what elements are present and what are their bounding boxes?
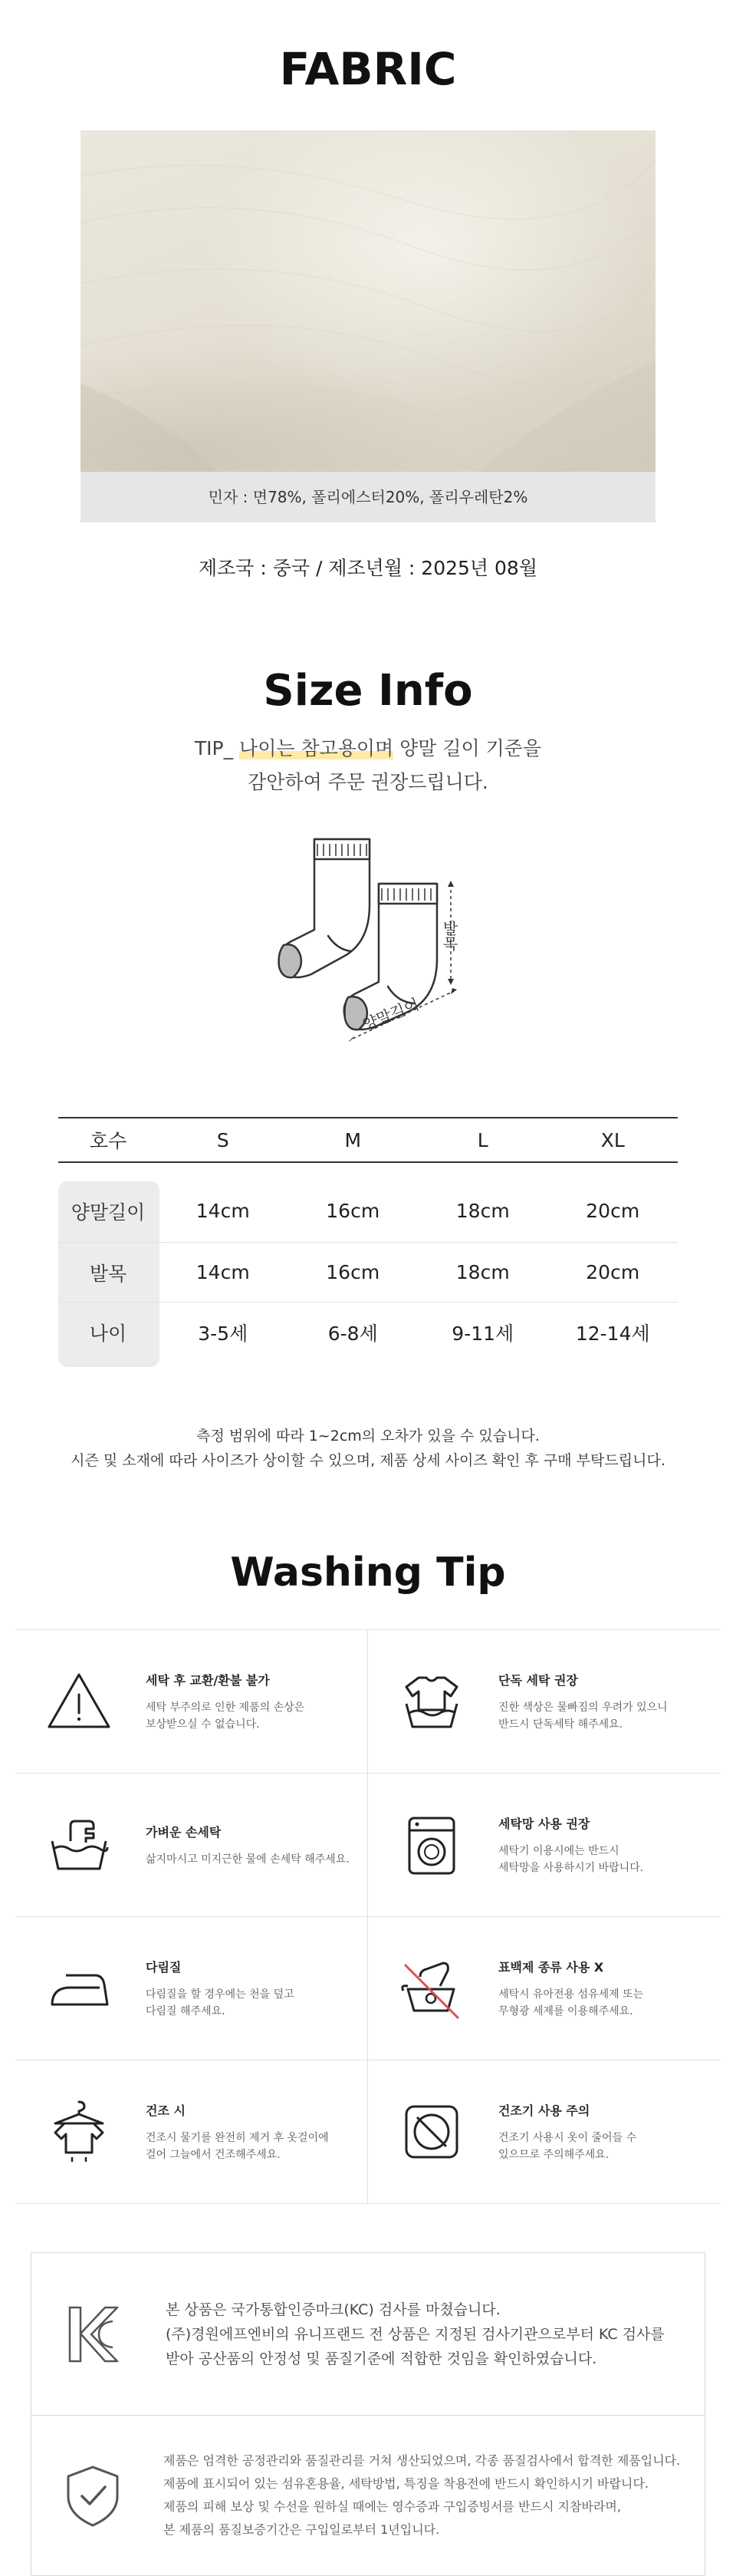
header-m: M — [344, 1128, 362, 1151]
laundry-net-icon — [397, 1810, 466, 1879]
table-cell: 14cm — [196, 1200, 250, 1222]
table-cell: 16cm — [326, 1261, 380, 1283]
fabric-title: FABRIC — [279, 43, 457, 95]
table-cell: 18cm — [455, 1261, 510, 1283]
kc-certification — [31, 2253, 705, 2416]
wash-item-desc: 세탁기 이용시에는 반드시 세탁망을 사용하시기 바랍니다. — [498, 1844, 644, 1874]
wash-item-desc: 세탁 부주의로 인한 제품의 손상은 보상받으실 수 없습니다. — [146, 1701, 305, 1731]
hand-wash-icon — [44, 1810, 113, 1879]
wash-item-desc: 건조기 사용시 옷이 줄어들 수 있으므로 주의해주세요. — [498, 2131, 637, 2161]
guarantee-text-line3: 제품의 피해 보상 및 수선을 원하실 때에는 영수증과 구입증빙서를 반드시 지참바라며, — [163, 2499, 621, 2514]
wash-item-laundry-net — [368, 1774, 721, 1917]
wash-item-title: 건조기 사용 주의 — [498, 2103, 590, 2118]
wash-item-desc: 건조시 물기를 완전히 제거 후 옷걸이에 걸어 그늘에서 건조해주세요. — [146, 2131, 329, 2161]
size-table-header — [58, 1117, 678, 1163]
table-cell: 20cm — [586, 1261, 640, 1283]
wash-item-desc: 다림질을 할 경우에는 천을 덮고 다림질 해주세요. — [146, 1988, 294, 2018]
row-label: 발목 — [89, 1262, 127, 1285]
kc-mark-icon — [62, 2300, 123, 2369]
wash-item-hand-wash — [15, 1774, 368, 1917]
wash-item-title: 단독 세탁 권장 — [498, 1672, 578, 1688]
wash-item-title: 표백제 종류 사용 X — [498, 1959, 604, 1975]
warning-icon — [44, 1667, 113, 1736]
header-size-no: 호수 — [89, 1130, 127, 1152]
table-cell: 14cm — [196, 1261, 250, 1283]
fabric-section — [80, 130, 656, 522]
table-cell: 12-14세 — [575, 1323, 650, 1345]
tip-prefix: TIP_ — [194, 737, 240, 759]
washing-grid — [15, 1629, 721, 2204]
iron-icon — [44, 1954, 113, 2023]
wash-item-ironing — [15, 1917, 368, 2060]
table-cell: 3-5세 — [198, 1323, 248, 1345]
header-xl: XL — [600, 1128, 625, 1151]
fabric-swatch-image — [80, 130, 656, 472]
row-label: 나이 — [89, 1323, 127, 1345]
size-tip-line1 — [0, 732, 736, 766]
table-row-age — [58, 1303, 678, 1362]
quality-guarantee — [31, 2416, 705, 2575]
wash-item-dryer-caution — [368, 2060, 721, 2204]
kc-text-line3: 받아 공산품의 안정성 및 품질기준에 적합한 것임을 확인하였습니다. — [166, 2350, 597, 2367]
header-s: S — [216, 1128, 229, 1151]
table-cell: 20cm — [586, 1200, 640, 1222]
wash-item-desc: 세탁시 유아전용 섬유세제 또는 무형광 세제를 이용해주세요. — [498, 1988, 644, 2018]
measurement-note-line2: 시즌 및 소재에 따라 사이즈가 상이할 수 있으며, 제품 상세 사이즈 확인 후 구매 부탁드립니다. — [71, 1452, 665, 1469]
guarantee-text-line4: 본 제품의 품질보증기간은 구입일로부터 1년입니다. — [163, 2522, 440, 2537]
guarantee-text-line2: 제품에 표시되어 있는 섬유혼용율, 세탁방법, 특징을 착용전에 반드시 확인하시기 바랍니다. — [163, 2476, 649, 2491]
no-tumble-dry-icon — [397, 2097, 466, 2166]
wash-item-drying — [15, 2060, 368, 2204]
fabric-composition: 민자 : 면78%, 폴리에스터20%, 폴리우레탄2% — [80, 472, 656, 522]
kc-text-line2: (주)경원에프엔비의 유니프랜드 전 상품은 지정된 검사기관으로부터 KC 검사를 — [166, 2325, 665, 2343]
wash-item-title: 세탁망 사용 권장 — [498, 1816, 590, 1831]
origin-info: 제조국 : 중국 / 제조년월 : 2025년 08월 — [199, 557, 537, 579]
single-wash-icon — [397, 1667, 466, 1736]
sock-length-label: 양말길이 — [360, 994, 422, 1034]
wash-item-title: 건조 시 — [146, 2103, 186, 2118]
table-row-ankle — [58, 1243, 678, 1303]
wash-item-desc: 진한 색상은 물빠짐의 우려가 있으니 반드시 단독세탁 해주세요. — [498, 1701, 668, 1731]
wash-item-no-bleach — [368, 1917, 721, 2060]
size-table — [58, 1117, 678, 1362]
sock-diagram — [0, 828, 736, 1059]
size-info-title: Size Info — [263, 666, 473, 716]
table-cell: 6-8세 — [327, 1323, 378, 1345]
tip-rest: 양말 길이 기준을 — [393, 737, 542, 759]
guarantee-text-line1: 제품은 엄격한 공정관리와 품질관리를 거쳐 생산되었으며, 각종 품질검사에서 합격한 제품입니다. — [163, 2453, 681, 2468]
table-cell: 9-11세 — [452, 1323, 514, 1345]
header-l: L — [477, 1128, 488, 1151]
table-row-length — [58, 1180, 678, 1243]
size-tip — [0, 732, 736, 799]
tip-highlight: 나이는 참고용이며 — [239, 737, 394, 759]
kc-text-line1: 본 상품은 국가통합인증마크(KC) 검사를 마쳤습니다. — [166, 2301, 501, 2318]
size-tip-line2: 감안하여 주문 권장드립니다. — [248, 771, 488, 793]
wash-item-desc: 삶지마시고 미지근한 물에 손세탁 해주세요. — [146, 1853, 350, 1866]
shield-check-icon — [62, 2461, 123, 2530]
no-bleach-icon — [397, 1954, 466, 2023]
wash-item-title: 다림질 — [146, 1959, 182, 1975]
certification-box — [31, 2252, 705, 2576]
washing-tip-title: Washing Tip — [230, 1550, 506, 1596]
table-cell: 18cm — [455, 1200, 510, 1222]
wash-item-single-wash — [368, 1630, 721, 1774]
row-label: 양말길이 — [71, 1201, 146, 1224]
ankle-label: 발목 — [440, 921, 458, 951]
wash-item-title: 가벼운 손세탁 — [146, 1824, 222, 1840]
measurement-note — [0, 1424, 736, 1473]
table-cell: 16cm — [326, 1200, 380, 1222]
wash-item-title: 세탁 후 교환/환불 불가 — [146, 1672, 270, 1688]
wash-item-no-refund — [15, 1630, 368, 1774]
measurement-note-line1: 측정 범위에 따라 1~2cm의 오차가 있을 수 있습니다. — [196, 1428, 540, 1444]
hang-dry-icon — [44, 2097, 113, 2166]
